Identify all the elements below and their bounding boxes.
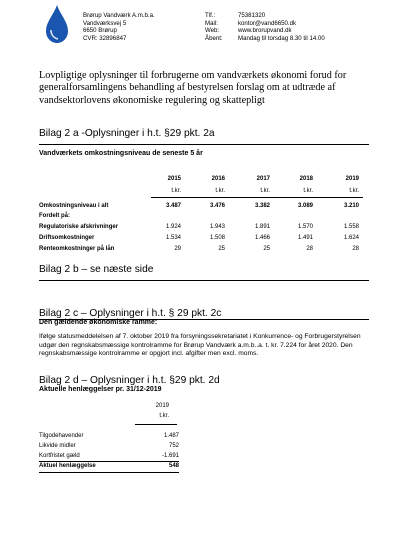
contact-web (205, 27, 325, 35)
cell-value: -1.691 (161, 453, 179, 459)
contact-value: Mandag til torsdag 8.30 til 14.00 (238, 35, 325, 43)
table-row (39, 224, 369, 232)
cell-value: 3.487 (165, 203, 181, 209)
reserves-table (39, 403, 189, 473)
cell-value: 28 (352, 246, 359, 252)
contact-label: Åbent: (205, 35, 223, 43)
address-line: Vandværksvej 5 (83, 19, 127, 27)
company-address (83, 12, 155, 43)
row-label: Omkostningsniveau i alt (39, 203, 109, 209)
section-divider (39, 144, 369, 145)
unit-header: t.kr. (303, 188, 313, 194)
unit-header: t.kr. (260, 188, 270, 194)
address-line: CVR: 32896847 (83, 35, 127, 43)
row-label: Likvide midler (39, 443, 76, 449)
cell-value: 1.924 (165, 224, 181, 230)
cell-value: 29 (174, 246, 181, 252)
cell-value: 25 (218, 246, 225, 252)
contact-hours (205, 35, 325, 43)
row-label: Regulatoriske afskrivninger (39, 224, 119, 230)
table-row (39, 453, 189, 459)
row-label: Renteomkostninger på lån (39, 246, 115, 252)
cell-value: 1.491 (297, 235, 313, 241)
unit-header: t.kr. (349, 188, 359, 194)
address-line: Brørup Vandværk A.m.b.a. (83, 12, 155, 19)
table-row (39, 433, 189, 439)
bilag-2c-title: Bilag 2 c – Oplysninger i h.t. § 29 pkt. 2c (39, 308, 222, 319)
bilag-2a-title: Bilag 2 a -Oplysninger i h.t. §29 pkt. 2a (39, 128, 215, 139)
water-drop-logo (43, 4, 71, 44)
bilag-2d-title: Bilag 2 d – Oplysninger i h.t. §29 pkt. 2d (39, 375, 220, 386)
row-label: Tilgodehavender (39, 433, 84, 439)
company-contact (205, 12, 325, 43)
cell-value: 1.508 (209, 235, 225, 241)
cost-table (39, 176, 369, 266)
unit-header: t.kr. (215, 188, 225, 194)
cell-value: 3.210 (343, 203, 359, 209)
cell-value: 1.624 (343, 235, 359, 241)
year-header: 2018 (299, 176, 313, 182)
contact-label: Tlf.: (205, 12, 216, 19)
year-header-row (39, 176, 369, 184)
cell-value: 1.570 (297, 224, 313, 230)
table-row-total (39, 463, 189, 469)
year-header: 2019 (155, 403, 169, 409)
cell-value: 1.466 (254, 235, 270, 241)
row-label: Kortfristet gæld (39, 453, 80, 459)
bilag-2b-title: Bilag 2 b – se næste side (39, 264, 154, 275)
contact-value: www.brorupvand.dk (238, 27, 292, 35)
table-rule (151, 197, 363, 198)
bilag-2a-subtitle: Vandværkets omkostningsniveau de seneste 5 år (39, 150, 203, 157)
cell-value: 1.558 (343, 224, 359, 230)
bilag-2d-subtitle: Aktuelle henlæggelser pr. 31/12-2019 (39, 386, 162, 393)
cell-value: 3.382 (254, 203, 270, 209)
intro-heading: Lovpligtige oplysninger til forbrugerne om vandværkets økonomi forud for generalforsamlingens behandling af bestyrelsen forslag om at udtræde af vandsektorlovens økonomiske regulering og skattepligt (39, 70, 347, 106)
section-divider (39, 280, 369, 281)
unit-header: t.kr. (171, 188, 181, 194)
unit-header: t.kr. (159, 413, 169, 419)
table-rule (39, 461, 179, 462)
table-row (39, 443, 189, 449)
table-rule (39, 472, 179, 473)
year-header: 2016 (211, 176, 225, 182)
address-line: 6650 Brørup (83, 27, 117, 35)
cell-value: 1.534 (165, 235, 181, 241)
year-header: 2019 (345, 176, 359, 182)
contact-value: 75381320 (238, 12, 266, 19)
row-label: Fordelt på: (39, 213, 70, 219)
contact-phone (205, 12, 325, 20)
cell-value: 25 (263, 246, 270, 252)
unit-header-row (39, 188, 369, 196)
cell-value: 548 (168, 463, 179, 469)
cell-value: 1.487 (163, 433, 179, 439)
cell-value: 28 (306, 246, 313, 252)
cell-value: 1.891 (254, 224, 270, 230)
contact-value: kontor@vand6650.dk (238, 19, 297, 27)
table-rule (135, 424, 177, 425)
row-label: Driftsomkostninger (39, 235, 95, 241)
contact-mail (205, 20, 325, 28)
row-label: Aktuel henlæggelse (39, 463, 96, 469)
year-header: 2017 (256, 176, 270, 182)
contact-label: Web: (205, 27, 220, 35)
cell-value: 752 (168, 443, 179, 449)
table-row (39, 213, 70, 219)
cell-value: 1.943 (209, 224, 225, 230)
table-row (39, 246, 369, 254)
table-row (39, 203, 369, 211)
table-row (39, 235, 369, 243)
year-header: 2015 (167, 176, 181, 182)
cell-value: 3.089 (297, 203, 313, 209)
cell-value: 3.476 (209, 203, 225, 209)
bilag-2c-text: Ifølge statusmeddelelsen af 7. oktober 2019 fra forsyningssekretariatet i Konkurrence- og Forbrugerstyrelsen udgør den regnskabsmæssige kontrolramme for Brørup Vandværk a.m.b..a. t. kr. 7.224 for året 2020. Den regnskabsmæssige kontrolramme er opgjort incl. afgifter men excl. moms. (39, 333, 361, 358)
bilag-2c-subtitle: Den gældende økonomiske ramme: (39, 319, 158, 326)
contact-label: Mail: (205, 19, 218, 27)
